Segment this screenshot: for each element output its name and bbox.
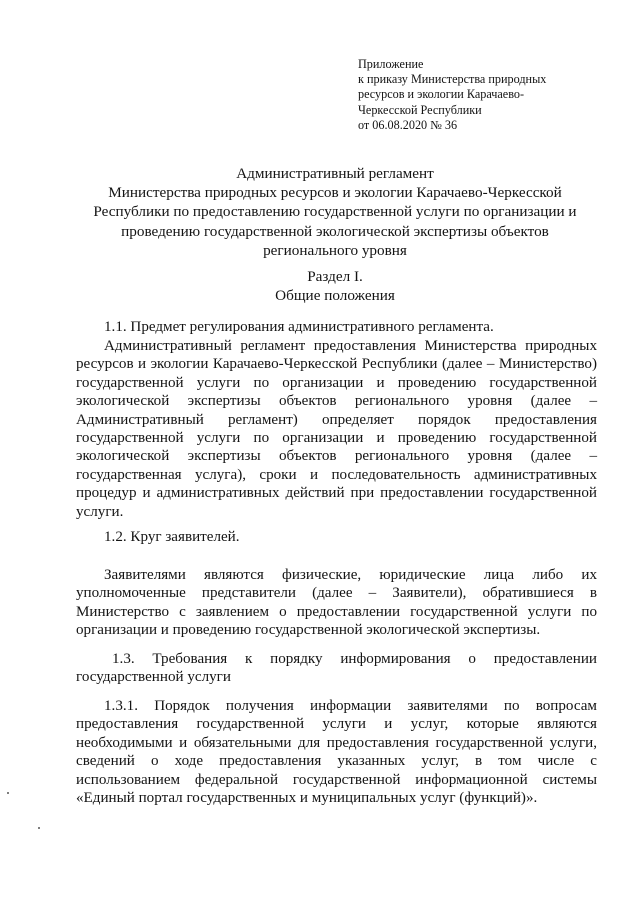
paragraph-line: экологической экспертизы объектов регионального уровня (далее – <box>76 448 597 465</box>
paragraph-line: 1.3.1. Порядок получения информации заявителями по вопросам <box>104 698 597 714</box>
section-name: Общие положения <box>275 287 395 305</box>
appendix-line: ресурсов и экологии Карачаево- <box>358 87 525 102</box>
subsection-1-2-body <box>76 566 597 640</box>
paragraph-line: процедур и административных действий при предоставлении государственной <box>76 485 597 502</box>
paragraph-line: экологической экспертизы объектов регионального уровня (далее – <box>76 393 597 410</box>
subsection-1-3-1-body <box>76 697 597 807</box>
paragraph-line: сведений о ходе предоставления указанных услуг, в том числе с <box>76 753 597 770</box>
paragraph-line: уполномоченные представители (далее – Заявители), обратившиеся в <box>76 585 597 602</box>
paragraph-line: Заявителями являются физические, юридические лица либо их <box>104 567 597 583</box>
paragraph-line: Административный регламент предоставления Министерства природных <box>104 338 597 354</box>
paragraph-line: Министерство с заявлением о предоставлении государственной услуги по <box>76 603 597 620</box>
appendix-line: Черкесской Республики <box>358 102 482 117</box>
document-title <box>60 164 610 260</box>
paragraph-line: необходимыми и обязательными для предоставления государственной услуги, <box>76 734 597 751</box>
paragraph-line: государственной услуги по организации и проведению государственной <box>76 429 597 446</box>
title-line: Министерства природных ресурсов и экологии Карачаево-Черкесской <box>108 184 562 202</box>
appendix-line: от 06.08.2020 № 36 <box>358 117 458 132</box>
subsection-1-1-body <box>76 337 597 521</box>
title-line: проведению государственной экологической экспертизы объектов <box>121 222 549 240</box>
scan-speck <box>38 827 40 829</box>
title-line: Административный регламент <box>236 165 434 182</box>
appendix-line: Приложение <box>358 57 424 71</box>
subsection-1-2-heading: 1.2. Круг заявителей. <box>104 529 240 545</box>
scan-speck <box>7 792 9 794</box>
paragraph-line: государственной услуги <box>76 669 231 686</box>
paragraph-line: предоставления государственной услуги и услуг, которые являются <box>76 716 597 733</box>
subsection-1-3-heading <box>76 650 597 687</box>
title-line: Республики по предоставлению государственной услуги по организации и <box>93 203 577 221</box>
paragraph-line: Административный регламент) определяет порядок предоставления <box>76 411 597 428</box>
paragraph-line: организации и проведению государственной экологической экспертизы. <box>76 622 541 639</box>
paragraph-line: «Единый портал государственных и муниципальных услуг (функций)». <box>76 789 538 806</box>
appendix-line: к приказу Министерства природных <box>358 72 547 87</box>
paragraph-line: государственной услуги по организации и проведению государственной <box>76 374 597 391</box>
paragraph-line: услуги. <box>76 503 124 520</box>
paragraph-line: ресурсов и экологии Карачаево-Черкесской Республики (далее – Министерство) <box>76 356 597 373</box>
section-number: Раздел I. <box>307 268 363 285</box>
paragraph-line: 1.3. Требования к порядку информирования о предоставлении <box>112 651 597 667</box>
appendix-note <box>358 57 598 133</box>
section-heading <box>60 267 610 305</box>
paragraph-line: государственная услуга), сроки и последовательность административных <box>76 466 597 483</box>
subsection-1-1-heading: 1.1. Предмет регулирования административного регламента. <box>104 319 494 335</box>
paragraph-line: использованием федеральной государственной информационной системы <box>76 771 597 788</box>
title-line: регионального уровня <box>263 241 407 259</box>
